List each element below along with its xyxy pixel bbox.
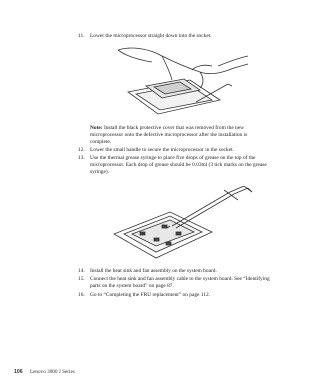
page-footer — [14, 369, 75, 375]
step-text: Lower the small handle to secure the microprocessor in the socket. — [90, 147, 234, 153]
step-text: Connect the heat sink and fan assembly cable to the system board. See “Identifying parts on the system board” on page 87. — [90, 276, 270, 289]
page-number: 106 — [14, 369, 23, 375]
step-number: 16. — [78, 292, 85, 298]
note-text: Install the black protective cover that was removed from the new microprocessor onto the defective microprocessor after the installation is complete. — [90, 125, 248, 145]
step-text: Lower the microprocessor straight down into the socket. — [90, 33, 212, 39]
note-label: Note: — [90, 125, 103, 131]
thermal-grease-illustration — [112, 186, 272, 262]
note — [90, 125, 258, 146]
footer-title: Lenovo 3000 J Series — [29, 369, 75, 375]
step-number: 12. — [78, 147, 85, 153]
step-text: Install the heat sink and fan assembly on the system board. — [90, 268, 217, 274]
step-number: 11. — [78, 33, 85, 39]
step-number: 14. — [78, 268, 85, 274]
step-number: 15. — [78, 276, 85, 282]
step-text: Go to “Completing the FRU replacement” on page 112. — [90, 292, 211, 298]
step-text: Use the thermal grease syringe to place five drops of grease on the top of the microprocessor. Each drop of grease should be 0.03ml (3 tick marks on the grease syringe). — [90, 155, 267, 175]
step-number: 13. — [78, 155, 85, 161]
microprocessor-install-illustration — [100, 42, 250, 122]
